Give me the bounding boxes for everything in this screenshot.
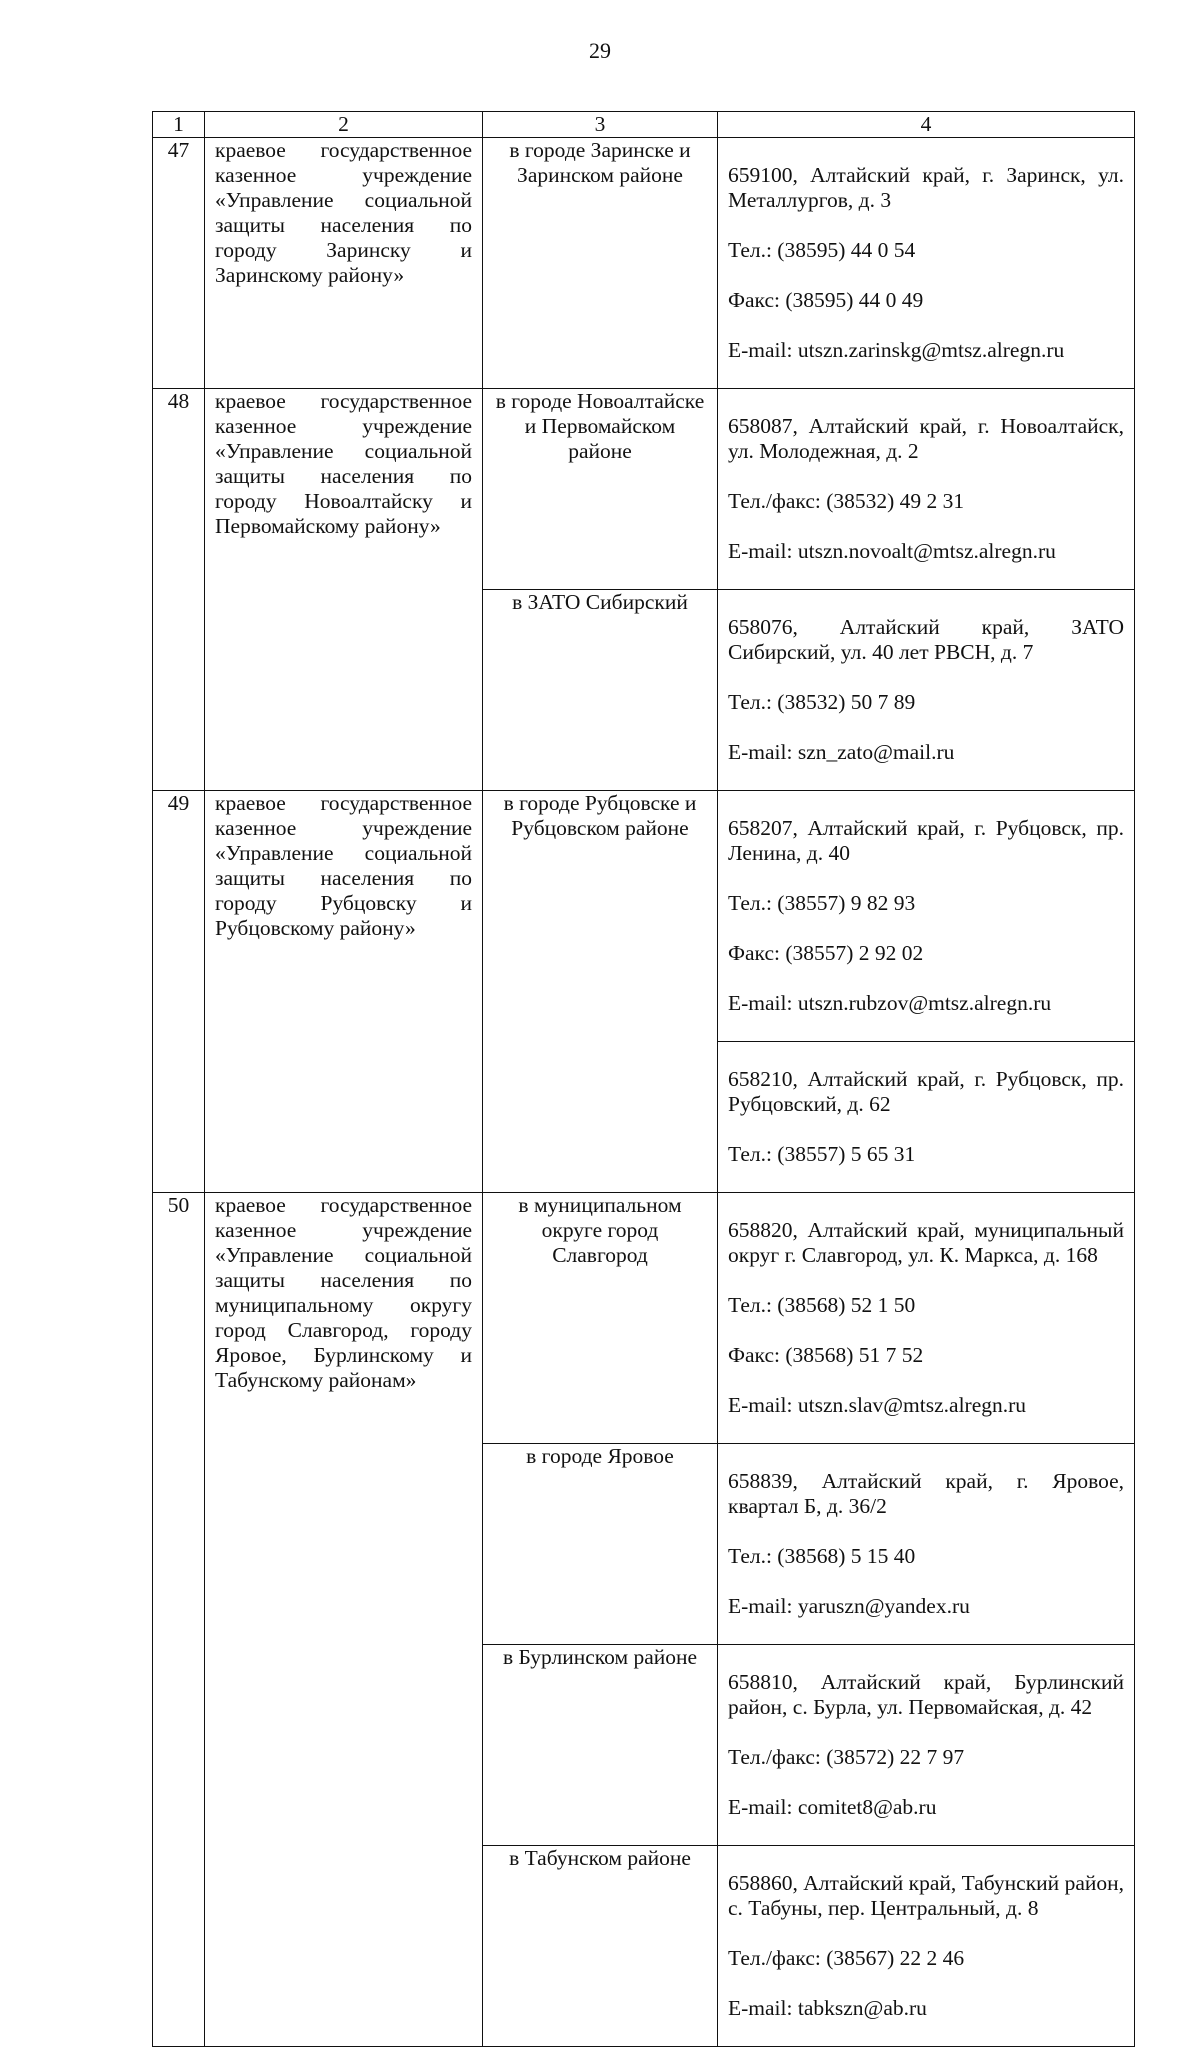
- fax: Факс: (38595) 44 0 49: [728, 288, 924, 312]
- phone: Тел.: (38595) 44 0 54: [728, 238, 916, 262]
- phone: Тел.: (38532) 50 7 89: [728, 690, 916, 714]
- row-number: 48: [153, 389, 205, 791]
- column-header: 2: [205, 112, 483, 138]
- email: E-mail: yaruszn@yandex.ru: [728, 1594, 970, 1618]
- row-number: 49: [153, 791, 205, 1193]
- phone: Тел.: (38557) 5 65 31: [728, 1142, 916, 1166]
- phone: Тел.: (38568) 5 15 40: [728, 1544, 916, 1568]
- table-row: [153, 791, 1135, 1042]
- service-area: в городе Яровое: [483, 1444, 718, 1645]
- row-number: 47: [153, 138, 205, 389]
- contact-details: [718, 389, 1135, 590]
- phone: Тел.: (38568) 52 1 50: [728, 1293, 916, 1317]
- postal-address: 658860, Алтайский край, Табунский район, с. Табуны, пер. Центральный, д. 8: [728, 1871, 1124, 1920]
- phone: Тел.: (38557) 9 82 93: [728, 891, 916, 915]
- service-area: в муниципальном округе город Славгород: [483, 1193, 718, 1444]
- organization-name: краевое государственное казенное учреждение «Управление социальной защиты населения по городу Заринску и Заринскому району»: [205, 138, 483, 389]
- contact-details: [718, 1645, 1135, 1846]
- contact-details: [718, 791, 1135, 1042]
- service-area: в Бурлинском районе: [483, 1645, 718, 1846]
- contact-details: [718, 1193, 1135, 1444]
- postal-address: 658076, Алтайский край, ЗАТО Сибирский, ул. 40 лет РВСН, д. 7: [728, 615, 1124, 664]
- contact-details: [718, 138, 1135, 389]
- contact-details: [718, 1042, 1135, 1193]
- service-area: в городе Новоалтайске и Первомайском районе: [483, 389, 718, 590]
- phone: Тел./факс: (38567) 22 2 46: [728, 1946, 965, 1970]
- email: E-mail: tabkszn@ab.ru: [728, 1996, 927, 2020]
- table-row: [153, 138, 1135, 389]
- postal-address: 658810, Алтайский край, Бурлинский район, с. Бурла, ул. Первомайская, д. 42: [728, 1670, 1124, 1719]
- column-header: 3: [483, 112, 718, 138]
- postal-address: 659100, Алтайский край, г. Заринск, ул. Металлургов, д. 3: [728, 163, 1124, 212]
- email: E-mail: utszn.novoalt@mtsz.alregn.ru: [728, 539, 1056, 563]
- fax: Факс: (38557) 2 92 02: [728, 941, 924, 965]
- contact-details: [718, 590, 1135, 791]
- table-row: [153, 1193, 1135, 1444]
- organization-name: краевое государственное казенное учреждение «Управление социальной защиты населения по городу Рубцовску и Рубцовскому району»: [205, 791, 483, 1193]
- table-row: [153, 389, 1135, 590]
- page-number: 29: [589, 38, 611, 63]
- service-area: в городе Заринске и Заринском районе: [483, 138, 718, 389]
- email: E-mail: szn_zato@mail.ru: [728, 740, 955, 764]
- service-area: в городе Рубцовске и Рубцовском районе: [483, 791, 718, 1193]
- table-header-row: [153, 112, 1135, 138]
- phone: Тел./факс: (38572) 22 7 97: [728, 1745, 965, 1769]
- postal-address: 658839, Алтайский край, г. Яровое, квартал Б, д. 36/2: [728, 1469, 1124, 1518]
- contact-details: [718, 1444, 1135, 1645]
- column-header: 1: [153, 112, 205, 138]
- email: E-mail: comitet8@ab.ru: [728, 1795, 937, 1819]
- email: E-mail: utszn.rubzov@mtsz.alregn.ru: [728, 991, 1052, 1015]
- institutions-table: [152, 111, 1135, 2047]
- postal-address: 658820, Алтайский край, муниципальный округ г. Славгород, ул. К. Маркса, д. 168: [728, 1218, 1124, 1267]
- contact-details: [718, 1846, 1135, 2047]
- row-number: 50: [153, 1193, 205, 2047]
- service-area: в ЗАТО Сибирский: [483, 590, 718, 791]
- organization-name: краевое государственное казенное учреждение «Управление социальной защиты населения по муниципальному округу город Славгород, городу Яровое, Бурлинскому и Табунскому районам»: [205, 1193, 483, 2047]
- email: E-mail: utszn.zarinskg@mtsz.alregn.ru: [728, 338, 1065, 362]
- column-header: 4: [718, 112, 1135, 138]
- service-area: в Табунском районе: [483, 1846, 718, 2047]
- organization-name: краевое государственное казенное учреждение «Управление социальной защиты населения по городу Новоалтайску и Первомайскому району»: [205, 389, 483, 791]
- postal-address: 658087, Алтайский край, г. Новоалтайск, ул. Молодежная, д. 2: [728, 414, 1124, 463]
- postal-address: 658210, Алтайский край, г. Рубцовск, пр. Рубцовский, д. 62: [728, 1067, 1124, 1116]
- email: E-mail: utszn.slav@mtsz.alregn.ru: [728, 1393, 1027, 1417]
- fax: Факс: (38568) 51 7 52: [728, 1343, 924, 1367]
- postal-address: 658207, Алтайский край, г. Рубцовск, пр. Ленина, д. 40: [728, 816, 1124, 865]
- phone: Тел./факс: (38532) 49 2 31: [728, 489, 965, 513]
